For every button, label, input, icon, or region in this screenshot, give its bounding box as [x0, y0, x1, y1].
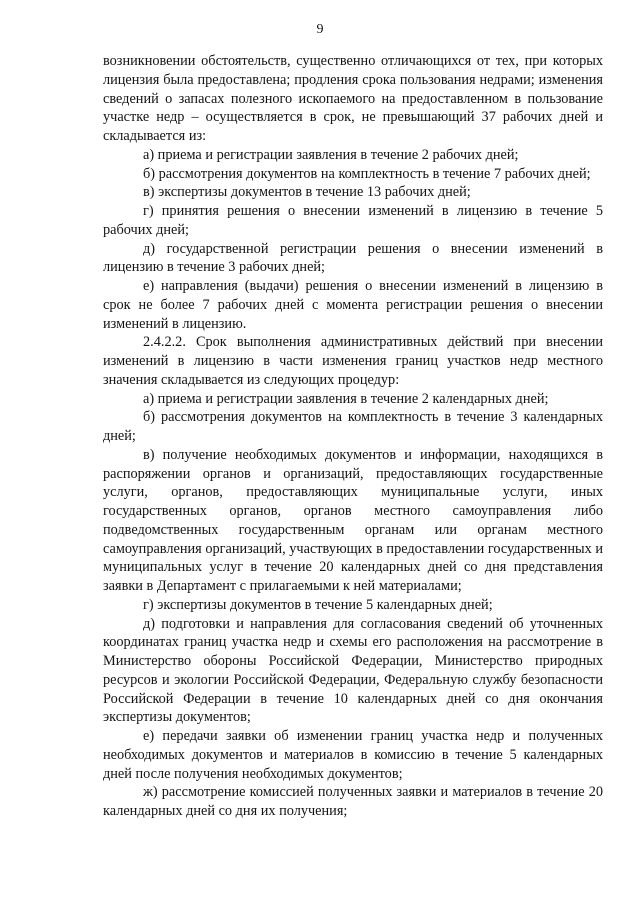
list-item-b: б) рассмотрения документов на комплектность в течение 7 рабочих дней; — [143, 165, 591, 182]
list-item-g: г) принятия решения о внесении изменений в лицензию в течение 5 рабочих дней; — [103, 203, 603, 238]
page-number: 9 — [316, 22, 324, 37]
list-item-v: в) экспертизы документов в течение 13 рабочих дней; — [143, 184, 471, 201]
list-item-e: е) направления (выдачи) решения о внесении изменений в лицензию в срок не более 7 рабочих дней с момента регистрации решения о внесении изменений в лицензию. — [103, 278, 603, 332]
list-item-zh-2: ж) рассмотрение комиссией полученных заявки и материалов в течение 20 календарных дней со дня их получения; — [103, 784, 603, 819]
document-body — [103, 52, 603, 821]
paragraph-intro-continuation: возникновении обстоятельств, существенно отличающихся от тех, при которых лицензия была предоставлена; продления срока пользования недрами; изменения сведений о запасах полезного ископаемого на предоставленном в пользование участке недр – осуществляется в срок, не превышающий 37 рабочих дней и складывается из: — [103, 53, 603, 144]
list-item-a: а) приема и регистрации заявления в течение 2 рабочих дней; — [143, 146, 519, 163]
section-2-4-2-2: 2.4.2.2. Срок выполнения административных действий при внесении изменений в лицензию в части изменения границ участков недр местного значения складывается из следующих процедур: — [103, 334, 603, 388]
list-item-e-2: е) передачи заявки об изменении границ участка недр и полученных необходимых документов и материалов в комиссию в течение 5 календарных дней после получения необходимых документов; — [103, 728, 603, 782]
list-item-a-2: а) приема и регистрации заявления в течение 2 календарных дней; — [143, 390, 549, 407]
list-item-d-2: д) подготовки и направления для согласования сведений об уточненных координатах границ участка недр и схемы его расположения на рассмотрение в Министерство обороны Российской Федерации, Министерство природных ресурсов и экологии Российской Федерации, Федеральную службу безопасности Российской Федерации в течение 10 календарных дней со дня окончания экспертизы документов; — [103, 615, 603, 726]
list-item-g-2: г) экспертизы документов в течение 5 календарных дней; — [143, 596, 493, 613]
list-item-b-2: б) рассмотрения документов на комплектность в течение 3 календарных дней; — [103, 409, 603, 444]
list-item-d: д) государственной регистрации решения о внесении изменений в лицензию в течение 3 рабочих дней; — [103, 240, 603, 276]
list-item-v-2: в) получение необходимых документов и информации, находящихся в распоряжении органов и организаций, предоставляющих государственные услуги, органов, предоставляющих муниципальные услуги, иных государственных органов, органов местного самоуправления либо подведомственных государственным органам или органам местного самоуправления организаций, участвующих в предоставлении государственных и муниципальных услуг в течение 20 календарных дней со дня представления заявки в Департамент с прилагаемыми к ней материалами; — [103, 446, 603, 594]
